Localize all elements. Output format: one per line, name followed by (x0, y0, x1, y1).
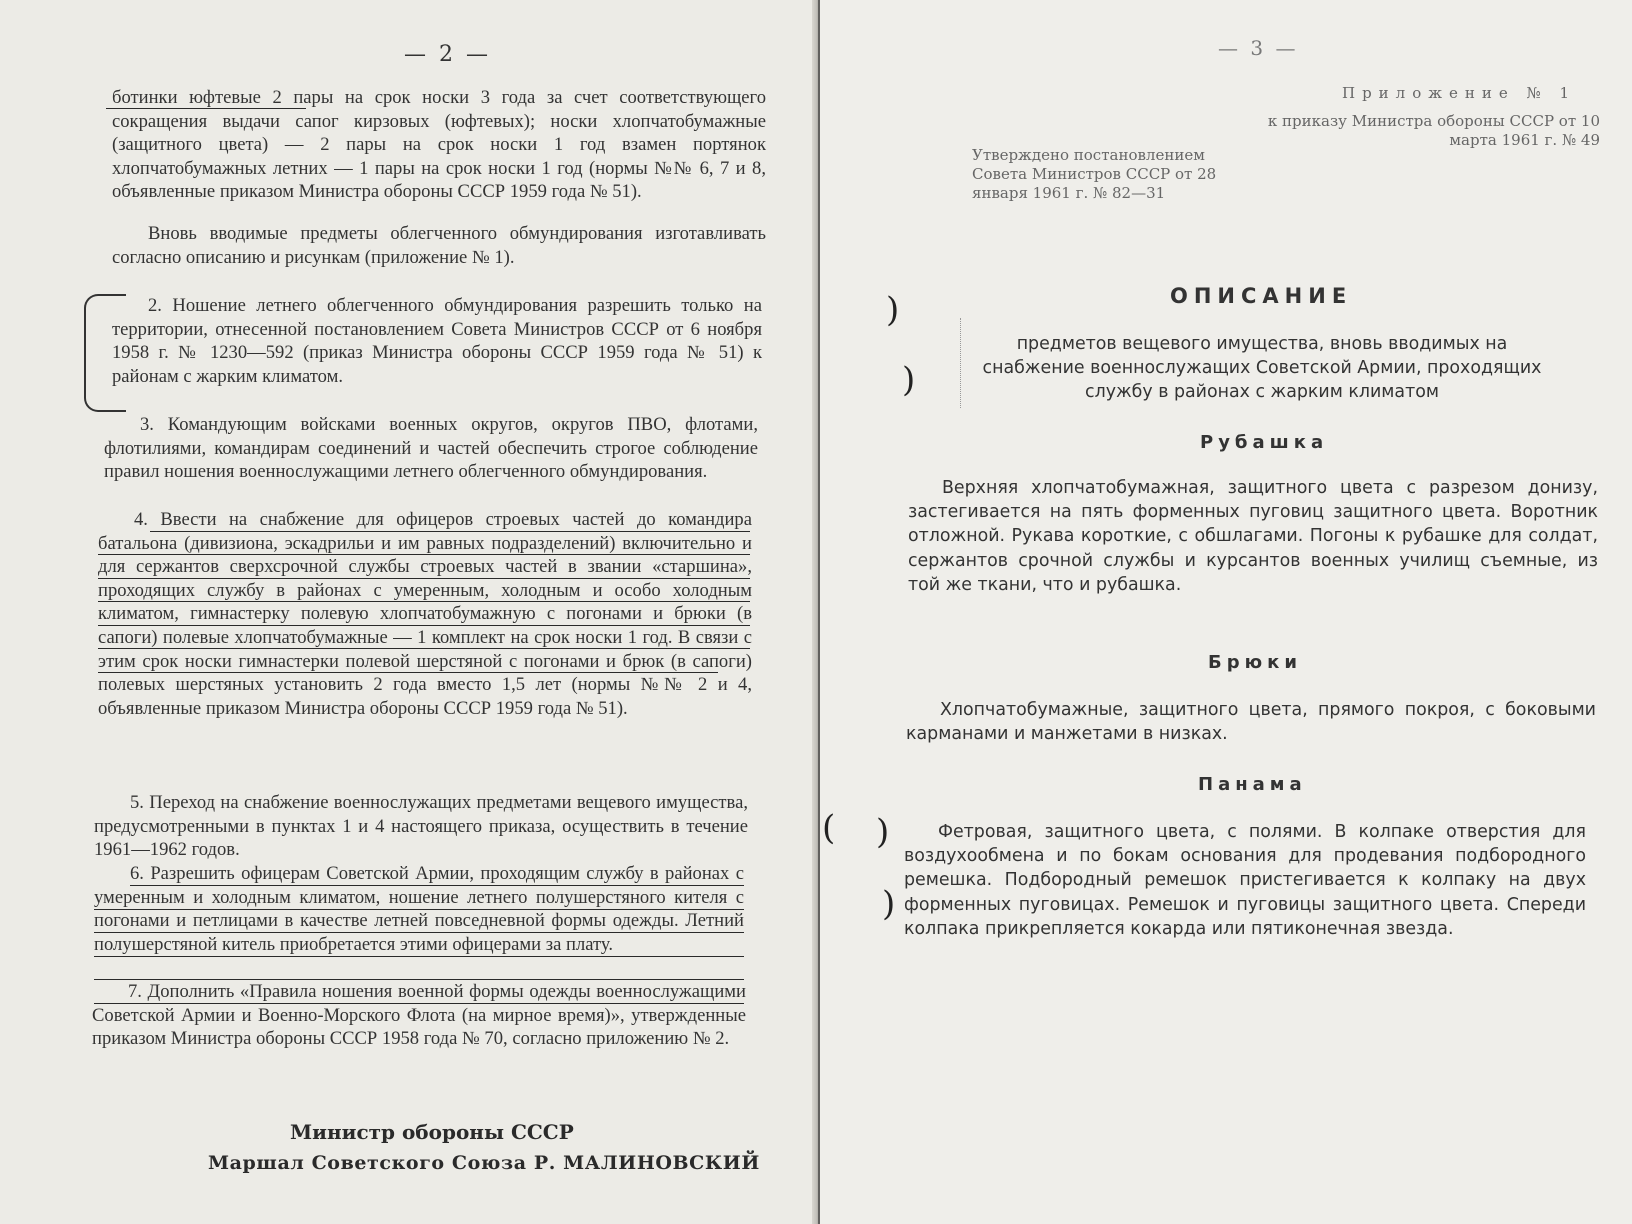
appendix-reference: к приказу Министра обороны СССР от 10 марта 1961 г. № 49 (1267, 112, 1600, 149)
section-text-shirt: Верхняя хлопчатобумажная, защитного цвета с разрезом донизу, застегивается на пять форменных пуговиц защитного цвета. Воротник отложной. Рукава короткие, с обшлагами. Погоны к рубашке для солдат, сержантов срочной службы и курсантов военных училищ съемные, из той же ткани, что и рубашка. (908, 478, 1598, 595)
left-paragraph-3: 2. Ношение летнего облегченного обмундирования разрешить только на территории, отнесенной постановлением Совета Министров СССР от 6 ноября 1958 г. № 1230—592 (приказ Министра обороны СССР 1959 года № 51) к районам с жарким климатом. (112, 295, 762, 387)
ink-underline (98, 672, 718, 673)
section-title-panama: Панама (1198, 774, 1307, 795)
ink-underline (98, 648, 750, 649)
brace-mark-icon: ) (886, 290, 900, 330)
ink-underline (94, 956, 744, 957)
left-paragraph-4: 3. Командующим войсками военных округов, округов ПВО, флотами, флотилиями, командирам соединений и частей обеспечить строгое соблюдение правил ношения военнослужащими летнего облегченного обмундирования. (104, 414, 758, 483)
ink-underline (98, 578, 750, 579)
section-title-shirt: Рубашка (1200, 432, 1329, 453)
section-title-trousers: Брюки (1208, 652, 1302, 673)
ink-underline (98, 601, 750, 602)
document-subheading: предметов вещевого имущества, вновь вводимых на снабжение военнослужащих Советской Армии, проходящих службу в районах с жарким климатом (982, 334, 1542, 402)
appendix-title: Приложение № 1 (1342, 84, 1577, 102)
left-paragraph-7: 6. Разрешить офицерам Советской Армии, проходящим службу в районах с умеренным и холодным климатом, ношение летнего полушерстяного кителя с погонами и петлицами в качестве летней повседневной формы одежды. Летний полушерстяной китель приобретается этими офицерами за плату. (94, 863, 744, 955)
brace-mark-icon: ( (822, 808, 836, 848)
ink-underline (94, 932, 744, 933)
signature-name: Маршал Советского Союза Р. МАЛИНОВСКИЙ (208, 1152, 760, 1174)
left-paragraph-2: Вновь вводимые предметы облегченного обмундирования изготавливать согласно описанию и рисункам (приложение № 1). (112, 223, 766, 268)
ink-underline (94, 909, 744, 910)
left-paragraph-5: 4. Ввести на снабжение для офицеров строевых частей до командира батальона (дивизиона, эскадрильи и им равных подразделений) включительно и для сержантов сверхсрочной службы строевых частей в звании «старшина», проходящих службу в районах с умеренным, холодным и особо холодным климатом, гимнастерку полевую хлопчатобумажную с погонами и брюки (в сапоги) полевые хлопчатобумажные — 1 комплект на срок носки 1 год. В связи с этим срок носки гимнастерки полевой шерстяной с погонами и брюк (в сапоги) полевых шерстяных установить 2 года вместо 1,5 лет (нормы №№ 2 и 4, объявленные приказом Министра обороны СССР 1959 года № 51). (98, 509, 752, 719)
brace-mark-icon: ) (876, 812, 890, 852)
ink-underline (98, 625, 750, 626)
ink-bracket-mark (84, 294, 126, 412)
margin-rule (960, 318, 961, 408)
ink-underline (94, 979, 744, 980)
ink-underline (94, 1003, 744, 1004)
ink-underline (130, 885, 744, 886)
brace-mark-icon: ) (902, 360, 916, 400)
ink-underline (150, 531, 750, 532)
ink-underline (98, 554, 750, 555)
section-text-trousers: Хлопчатобумажные, защитного цвета, прямого покроя, с боковыми карманами и манжетами в низках. (906, 700, 1596, 745)
ink-underline (106, 108, 306, 109)
left-paragraph-1: ботинки юфтевые 2 пары на срок носки 3 года за счет соответствующего сокращения выдачи сапог кирзовых (юфтевых); носки хлопчатобумажные (защитного цвета) — 2 пары на срок носки 1 год взамен портянок хлопчатобумажных летних — 1 пары на срок носки 1 год (нормы №№ 6, 7 и 8, объявленные приказом Министра обороны СССР 1959 года № 51). (112, 87, 766, 203)
left-paragraph-6: 5. Переход на снабжение военнослужащих предметами вещевого имущества, предусмотренными в пунктах 1 и 4 настоящего приказа, осуществить в течение 1961—1962 годов. (94, 792, 748, 861)
signature-title: Министр обороны СССР (290, 1120, 574, 1144)
right-page-number: — 3 — (1218, 36, 1299, 60)
left-paragraph-8: 7. Дополнить «Правила ношения военной формы одежды военнослужащими Советской Армии и Военно-Морского Флота (на мирное время)», утвержденные приказом Министра обороны СССР 1958 года № 70, согласно приложению № 2. (92, 981, 746, 1050)
left-page-number: — 2 — (404, 42, 491, 67)
approval-note: Утверждено постановлением Совета Министров СССР от 28 января 1961 г. № 82—31 (972, 146, 1217, 202)
section-text-panama: Фетровая, защитного цвета, с полями. В колпаке отверстия для воздухообмена и по бокам основания для продевания подбородного ремешка. Подбородный ремешок пристегивается к колпаку на двух форменных пуговицах. Ремешок и пуговицы защитного цвета. Спереди колпака прикрепляется кокарда или пятиконечная звезда. (904, 822, 1586, 939)
brace-mark-icon: ) (882, 884, 896, 924)
document-heading: ОПИСАНИЕ (1170, 284, 1353, 308)
